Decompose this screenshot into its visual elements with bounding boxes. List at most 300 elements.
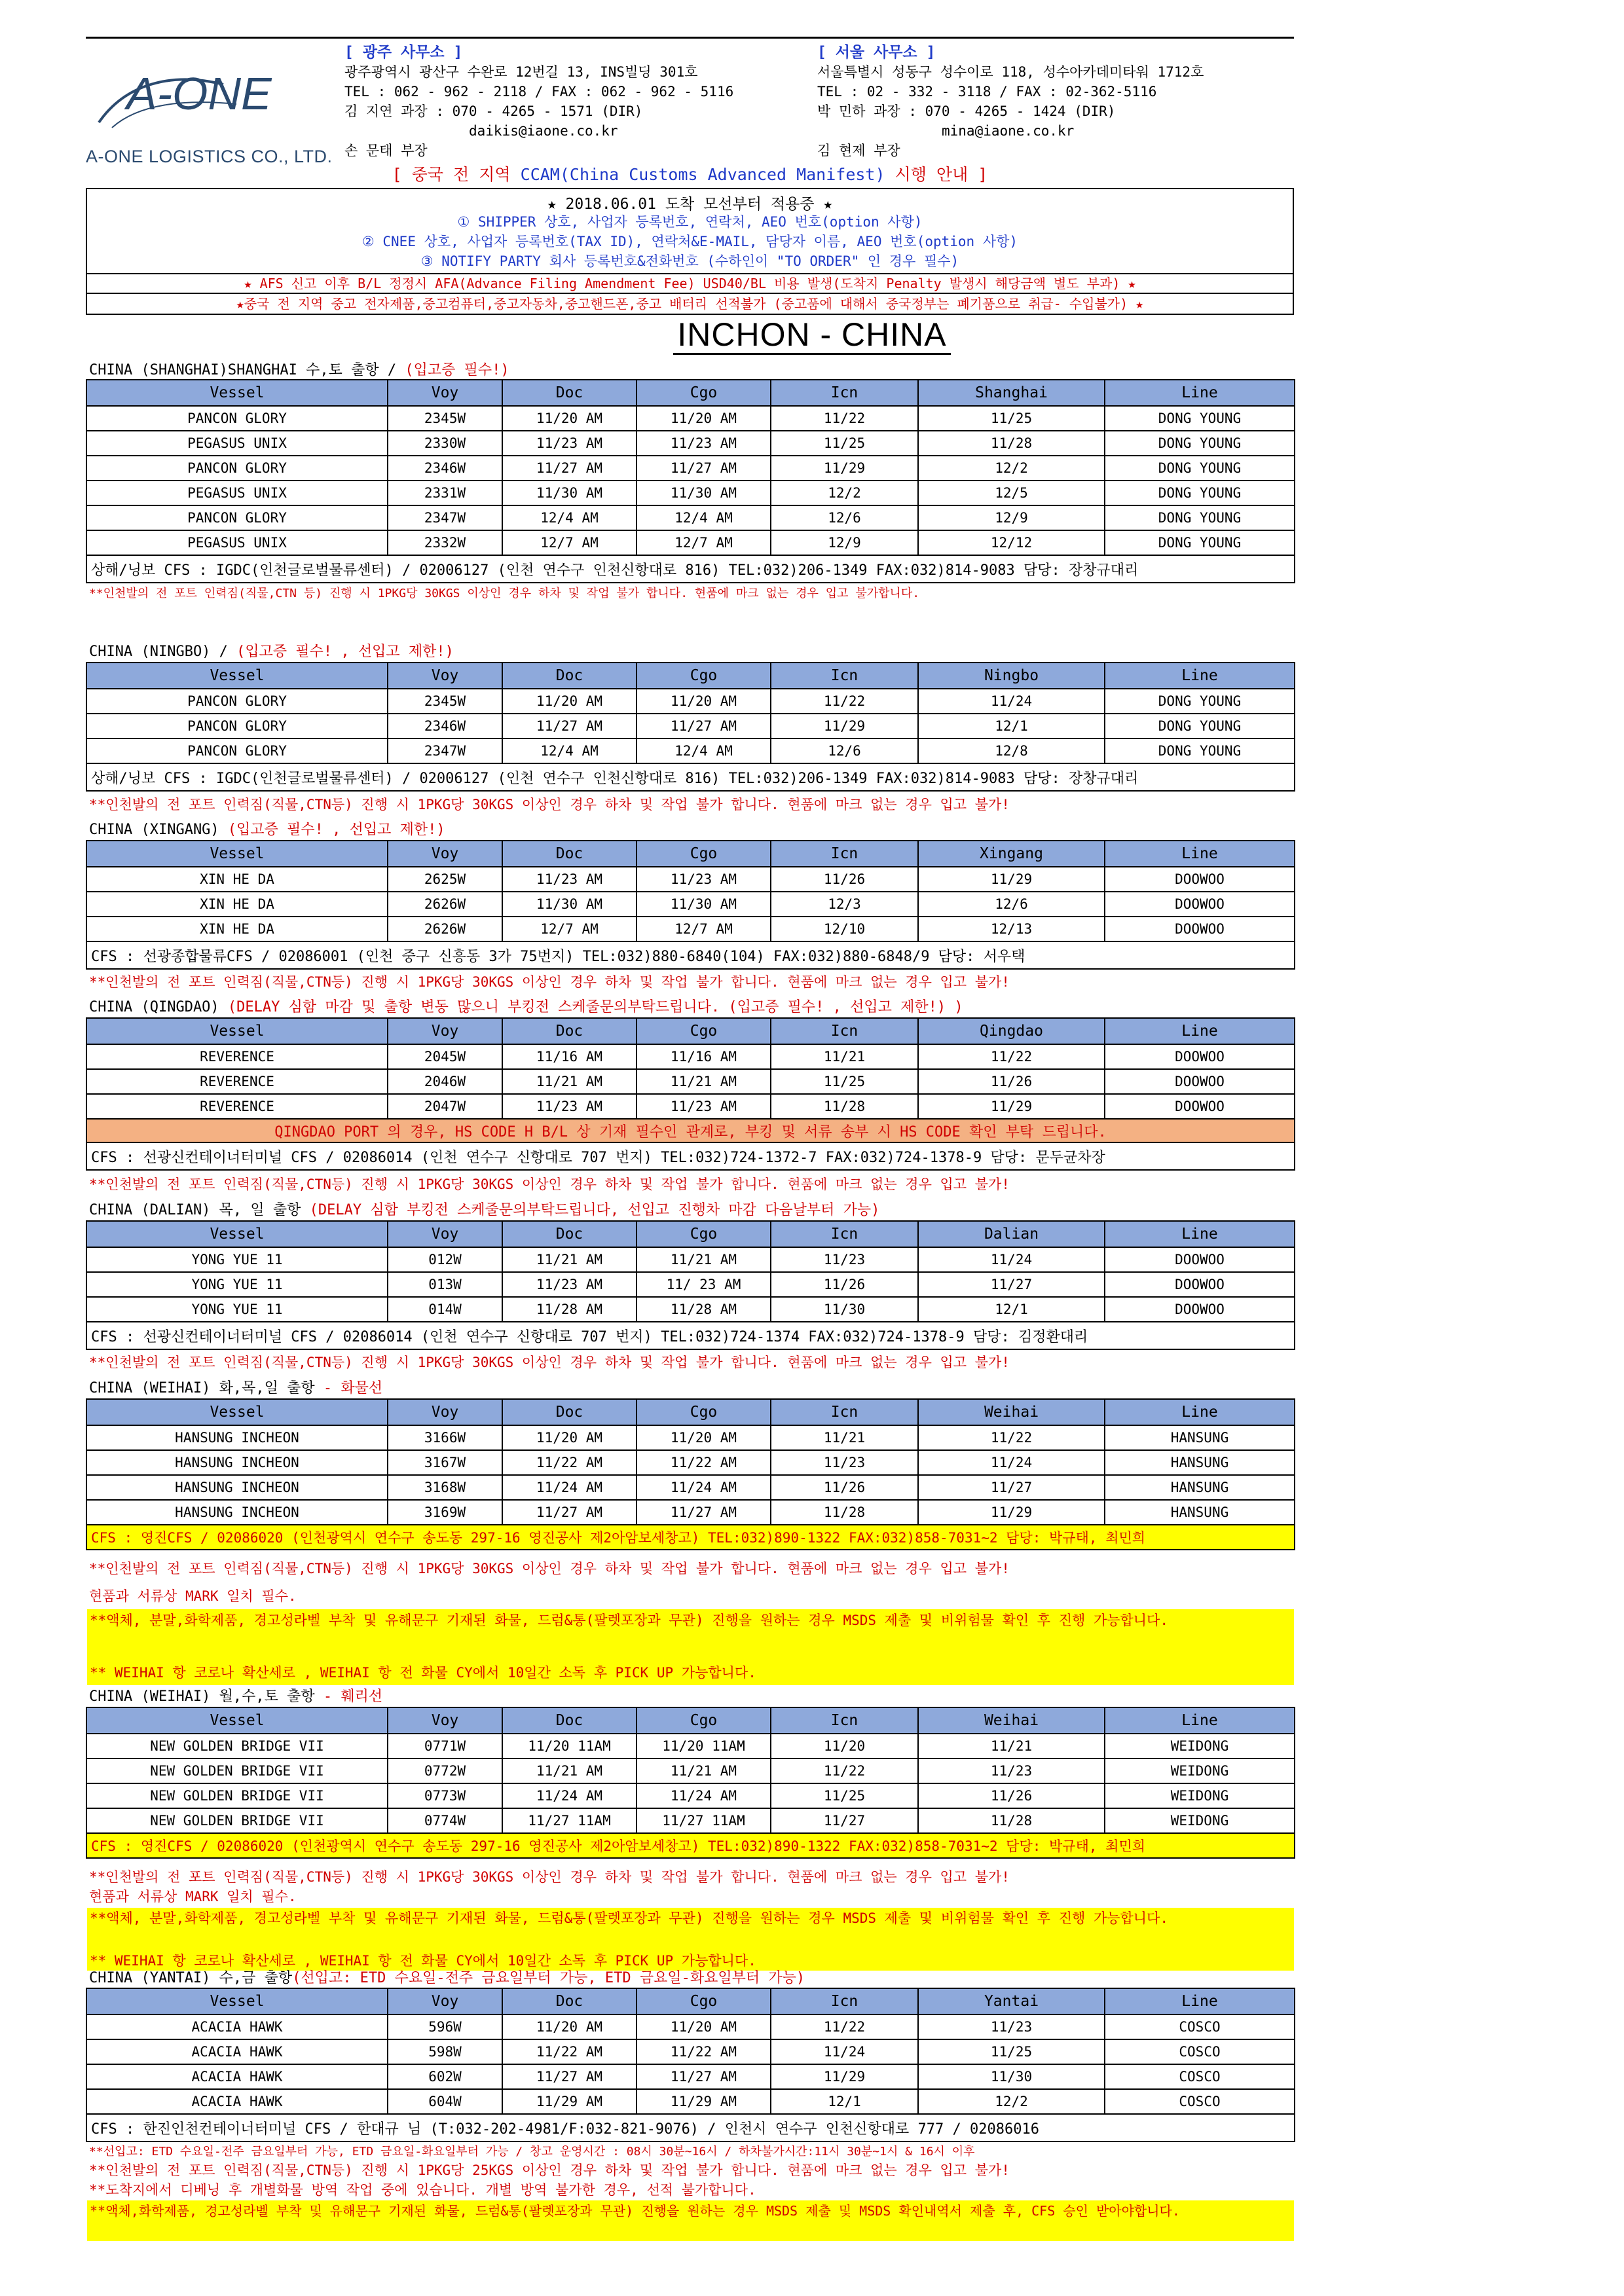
- cfs-row: [86, 1142, 1295, 1170]
- notice-title-suffix: 시행 안내 ]: [885, 165, 988, 184]
- table-row: [86, 867, 1295, 892]
- cell-line: DONG YOUNG: [1105, 714, 1295, 738]
- cell-cgo: 11/22 AM: [637, 1450, 771, 1475]
- cell-icn: 11/25: [771, 431, 918, 456]
- cell-cgo: 11/27 AM: [637, 2064, 771, 2089]
- cell-port: 12/5: [918, 481, 1105, 505]
- column-header-voy: Voy: [388, 663, 502, 689]
- column-header-vessel: Vessel: [86, 1707, 388, 1734]
- table-row: [86, 530, 1295, 555]
- cell-doc: 11/27 AM: [502, 456, 637, 481]
- section-label-text: CHINA (QINGDAO): [89, 999, 228, 1015]
- column-header-icn: Icn: [771, 1221, 918, 1247]
- hazmat-text: **액체, 분말,화학제품, 경고성라벨 부착 및 유해문구 기재된 화물, 드럼&통(팔렛포장과 무관) 진행을 원하는 경우 MSDS 제출 및 비위험물 확인 후 진행 가능합니다.: [90, 1910, 1169, 1926]
- cell-doc: 11/20 11AM: [502, 1734, 637, 1758]
- table-row: [86, 1069, 1295, 1094]
- cell-port: 12/6: [918, 892, 1105, 917]
- column-header-cgo: Cgo: [637, 1988, 771, 2014]
- company-logo: [86, 65, 335, 166]
- cell-cgo: 11/20 AM: [637, 2014, 771, 2039]
- cell-cgo: 11/23 AM: [637, 867, 771, 892]
- section-label-remark: - 훼리선: [323, 1688, 383, 1705]
- cell-line: HANSUNG: [1105, 1450, 1295, 1475]
- logo-text: A-ONE: [126, 68, 272, 119]
- office-chief: 김 현제 부장: [817, 143, 900, 158]
- column-header-doc: Doc: [502, 841, 637, 867]
- cell-vessel: NEW GOLDEN BRIDGE VII: [86, 1734, 388, 1758]
- column-header-line: Line: [1105, 380, 1295, 406]
- section-hazmat-notice: [87, 2200, 1294, 2241]
- cell-icn: 11/28: [771, 1094, 918, 1119]
- cell-icn: 12/6: [771, 738, 918, 763]
- section-note: **인천발의 전 포트 인력짐(직물,CTN등) 진행 시 1PKG당 25KGS 이상인 경우 하차 및 작업 불가 합니다. 현품에 마크 없는 경우 입고 불가!: [89, 2162, 1010, 2178]
- cell-voy: 3167W: [388, 1450, 502, 1475]
- cell-vessel: ACACIA HAWK: [86, 2039, 388, 2064]
- company-name: A-ONE LOGISTICS CO., LTD.: [86, 147, 333, 166]
- section-label-remark: (DELAY 심함 부킹전 스케줄문의부탁드립니다, 선입고 진행차 마감 다음날부터 가능): [309, 1202, 880, 1218]
- cell-voy: 2047W: [388, 1094, 502, 1119]
- cell-vessel: REVERENCE: [86, 1044, 388, 1069]
- column-header-port: Weihai: [918, 1707, 1105, 1734]
- column-header-vessel: Vessel: [86, 663, 388, 689]
- column-header-cgo: Cgo: [637, 380, 771, 406]
- cell-doc: 11/22 AM: [502, 1450, 637, 1475]
- cell-line: DOOWOO: [1105, 1297, 1295, 1322]
- section-label-text: CHINA (WEIHAI) 월,수,토 출항: [89, 1688, 323, 1705]
- column-header-icn: Icn: [771, 380, 918, 406]
- office-address: 서울특별시 성동구 성수이로 118, 성수아카데미타워 1712호: [817, 64, 1204, 80]
- cfs-info: CFS : 영진CFS / 02086020 (인천광역시 연수구 송도동 297-16 영진공사 제2아암보세창고) TEL:032)890-1322 FAX:032)858-7031~2 담당: 박규태, 최민희: [86, 1833, 1295, 1858]
- column-header-vessel: Vessel: [86, 1399, 388, 1425]
- column-header-port: Qingdao: [918, 1018, 1105, 1044]
- cell-icn: 11/21: [771, 1425, 918, 1450]
- section-note-warehouse: **선입고: ETD 수요일-전주 금요일부터 가능, ETD 금요일-화요일부터 가능 / 창고 운영시간 : 08시 30분~16시 / 하차불가시간:11시 30분~1시 & 16시 이후: [89, 2145, 975, 2159]
- cell-cgo: 11/30 AM: [637, 481, 771, 505]
- cell-icn: 11/23: [771, 1247, 918, 1272]
- section-label-remark: (입고증 필수! , 선입고 제한!): [227, 822, 445, 838]
- column-header-voy: Voy: [388, 380, 502, 406]
- cell-line: DOOWOO: [1105, 1069, 1295, 1094]
- table-row: [86, 917, 1295, 941]
- table-row: [86, 738, 1295, 763]
- cell-vessel: PANCON GLORY: [86, 406, 388, 431]
- cell-port: 11/22: [918, 1044, 1105, 1069]
- cell-port: 12/1: [918, 714, 1105, 738]
- cell-port: 11/28: [918, 1808, 1105, 1833]
- cell-voy: 2046W: [388, 1069, 502, 1094]
- office-email[interactable]: daikis@iaone.co.kr: [469, 123, 618, 139]
- cell-port: 11/23: [918, 2014, 1105, 2039]
- cfs-row: [86, 763, 1295, 791]
- table-row: [86, 1297, 1295, 1322]
- table-row: [86, 1500, 1295, 1525]
- cell-port: 12/8: [918, 738, 1105, 763]
- cell-voy: 602W: [388, 2064, 502, 2089]
- cell-voy: 2345W: [388, 406, 502, 431]
- cell-voy: 604W: [388, 2089, 502, 2114]
- cell-cgo: 11/24 AM: [637, 1783, 771, 1808]
- table-header-row: [86, 841, 1295, 867]
- column-header-line: Line: [1105, 1988, 1295, 2014]
- cell-doc: 11/30 AM: [502, 481, 637, 505]
- cell-icn: 11/20: [771, 1734, 918, 1758]
- cell-cgo: 11/ 23 AM: [637, 1272, 771, 1297]
- cell-icn: 11/22: [771, 406, 918, 431]
- cell-doc: 11/27 AM: [502, 1500, 637, 1525]
- notice-afs: ★ AFS 신고 이후 B/L 정정시 AFA(Advance Filing Amendment Fee) USD40/BL 비용 발생(도착지 Penalty 발생시 해당금액 별도 부과) ★: [87, 273, 1293, 293]
- section-label-text: CHINA (SHANGHAI)SHANGHAI 수,토 출항 /: [89, 362, 405, 378]
- cell-doc: 12/7 AM: [502, 917, 637, 941]
- cell-cgo: 11/22 AM: [637, 2039, 771, 2064]
- cell-vessel: NEW GOLDEN BRIDGE VII: [86, 1808, 388, 1833]
- cell-voy: 2332W: [388, 530, 502, 555]
- office-address: 광주광역시 광산구 수완로 12번길 13, INS빌딩 301호: [344, 64, 698, 80]
- cell-doc: 11/23 AM: [502, 431, 637, 456]
- hs-code-warning: QINGDAO PORT 의 경우, HS CODE H B/L 상 기재 필수인 관계로, 부킹 및 서류 송부 시 HS CODE 확인 부탁 드립니다.: [86, 1119, 1295, 1142]
- cell-icn: 12/1: [771, 2089, 918, 2114]
- column-header-port: Dalian: [918, 1221, 1105, 1247]
- cell-vessel: PANCON GLORY: [86, 738, 388, 763]
- cell-doc: 11/23 AM: [502, 1094, 637, 1119]
- cell-vessel: XIN HE DA: [86, 892, 388, 917]
- page-title: [0, 316, 1624, 354]
- cell-line: DOOWOO: [1105, 1044, 1295, 1069]
- table-row: [86, 406, 1295, 431]
- section-note: **인천발의 전 포트 인력짐(직물,CTN 등) 진행 시 1PKG당 30KGS 이상인 경우 하차 및 작업 불가 합니다. 현품에 마크 없는 경우 입고 불가합니다.: [89, 587, 920, 600]
- cell-vessel: YONG YUE 11: [86, 1272, 388, 1297]
- section-label-remark: (DELAY 심함 마감 및 출항 변동 많으니 부킹전 스케줄문의부탁드립니다. (입고증 필수! , 선입고 제한!) ): [227, 999, 963, 1015]
- section-label-text: CHINA (WEIHAI) 화,목,일 출항: [89, 1380, 323, 1396]
- section-note-mark: 현품과 서류상 MARK 일치 필수.: [89, 1889, 297, 1904]
- cfs-row: [86, 1322, 1295, 1349]
- cell-voy: 2625W: [388, 867, 502, 892]
- cell-voy: 2330W: [388, 431, 502, 456]
- cell-line: DONG YOUNG: [1105, 505, 1295, 530]
- cell-voy: 2347W: [388, 738, 502, 763]
- cell-vessel: HANSUNG INCHEON: [86, 1425, 388, 1450]
- cell-cgo: 11/27 AM: [637, 1500, 771, 1525]
- cell-cgo: 11/27 AM: [637, 714, 771, 738]
- cell-line: WEIDONG: [1105, 1808, 1295, 1833]
- section-note: **인천발의 전 포트 인력짐(직물,CTN등) 진행 시 1PKG당 30KGS 이상인 경우 하차 및 작업 불가 합니다. 현품에 마크 없는 경우 입고 불가!: [89, 1869, 1010, 1885]
- cfs-info: 상해/닝보 CFS : IGDC(인천글로벌물류센터) / 02006127 (인천 연수구 인천신항대로 816) TEL:032)206-1349 FAX:032)814-9083 담당: 장창규대리: [86, 763, 1295, 791]
- cell-cgo: 11/30 AM: [637, 892, 771, 917]
- section-note: **인천발의 전 포트 인력짐(직물,CTN등) 진행 시 1PKG당 30KGS 이상인 경우 하차 및 작업 불가 합니다. 현품에 마크 없는 경우 입고 불가!: [89, 797, 1010, 812]
- column-header-doc: Doc: [502, 1221, 637, 1247]
- cell-voy: 598W: [388, 2039, 502, 2064]
- cfs-row: [86, 941, 1295, 969]
- cell-port: 11/29: [918, 867, 1105, 892]
- cell-line: COSCO: [1105, 2064, 1295, 2089]
- column-header-vessel: Vessel: [86, 1018, 388, 1044]
- cell-cgo: 11/23 AM: [637, 431, 771, 456]
- office-tel-fax: TEL : 062 - 962 - 2118 / FAX : 062 - 962 - 5116: [344, 84, 734, 100]
- notice-title-prefix: [ 중국 전 지역: [392, 165, 521, 184]
- column-header-voy: Voy: [388, 1988, 502, 2014]
- cell-line: DONG YOUNG: [1105, 481, 1295, 505]
- cell-port: 11/25: [918, 2039, 1105, 2064]
- column-header-icn: Icn: [771, 1399, 918, 1425]
- cell-vessel: NEW GOLDEN BRIDGE VII: [86, 1758, 388, 1783]
- notice-used-goods: ★중국 전 지역 중고 전자제품,중고컴퓨터,중고자동차,중고핸드폰,중고 배터리 선적불가 (중고품에 대해서 중국정부는 폐기품으로 취급- 수입불가) ★: [87, 293, 1293, 314]
- cell-voy: 2346W: [388, 714, 502, 738]
- cell-doc: 11/30 AM: [502, 892, 637, 917]
- cell-doc: 11/21 AM: [502, 1069, 637, 1094]
- office-email[interactable]: mina@iaone.co.kr: [942, 123, 1075, 139]
- section-note: **인천발의 전 포트 인력짐(직물,CTN등) 진행 시 1PKG당 30KGS 이상인 경우 하차 및 작업 불가 합니다. 현품에 마크 없는 경우 입고 불가!: [89, 974, 1010, 990]
- column-header-line: Line: [1105, 663, 1295, 689]
- column-header-line: Line: [1105, 1018, 1295, 1044]
- cell-vessel: HANSUNG INCHEON: [86, 1500, 388, 1525]
- cell-doc: 11/29 AM: [502, 2089, 637, 2114]
- schedule-table-xingang: [86, 840, 1295, 970]
- cell-cgo: 11/21 AM: [637, 1247, 771, 1272]
- cell-port: 12/1: [918, 1297, 1105, 1322]
- cell-voy: 014W: [388, 1297, 502, 1322]
- table-header-row: [86, 380, 1295, 406]
- column-header-cgo: Cgo: [637, 841, 771, 867]
- covid-text: ** WEIHAI 항 코로나 확산세로 , WEIHAI 항 전 화물 CY에서 10일간 소독 후 PICK UP 가능합니다.: [90, 1665, 756, 1681]
- column-header-doc: Doc: [502, 1399, 637, 1425]
- cell-vessel: PANCON GLORY: [86, 689, 388, 714]
- cfs-info: CFS : 선광신컨테이너터미널 CFS / 02086014 (인천 연수구 신항대로 707 번지) TEL:032)724-1372-7 FAX:032)724-1378-9 담당: 문두균차장: [86, 1142, 1295, 1170]
- cell-port: 11/27: [918, 1272, 1105, 1297]
- column-header-cgo: Cgo: [637, 1399, 771, 1425]
- cell-port: 11/27: [918, 1475, 1105, 1500]
- cell-vessel: ACACIA HAWK: [86, 2014, 388, 2039]
- cell-port: 12/2: [918, 2089, 1105, 2114]
- column-header-doc: Doc: [502, 663, 637, 689]
- cell-vessel: XIN HE DA: [86, 917, 388, 941]
- table-row: [86, 1450, 1295, 1475]
- notice-effective: ★ 2018.06.01 도착 모선부터 적용중 ★: [547, 196, 833, 213]
- cell-voy: 3166W: [388, 1425, 502, 1450]
- column-header-doc: Doc: [502, 1018, 637, 1044]
- cell-vessel: PEGASUS UNIX: [86, 530, 388, 555]
- cell-icn: 11/28: [771, 1500, 918, 1525]
- cell-vessel: PANCON GLORY: [86, 505, 388, 530]
- cell-voy: 013W: [388, 1272, 502, 1297]
- cell-vessel: NEW GOLDEN BRIDGE VII: [86, 1783, 388, 1808]
- column-header-voy: Voy: [388, 1018, 502, 1044]
- notice-item-notify: ③ NOTIFY PARTY 회사 등록번호&전화번호 (수하인이 "TO ORDER" 인 경우 필수): [420, 253, 959, 269]
- schedule-table-qingdao: [86, 1017, 1295, 1171]
- cell-port: 11/28: [918, 431, 1105, 456]
- column-header-cgo: Cgo: [637, 1018, 771, 1044]
- cfs-row: [86, 2114, 1295, 2141]
- section-label-xingang: [89, 821, 445, 839]
- cell-voy: 0771W: [388, 1734, 502, 1758]
- seoul-office: [817, 43, 1302, 160]
- cell-port: 12/13: [918, 917, 1105, 941]
- cell-line: DONG YOUNG: [1105, 530, 1295, 555]
- section-label-text: CHINA (XINGANG): [89, 822, 228, 838]
- cell-icn: 11/26: [771, 1475, 918, 1500]
- cell-icn: 11/22: [771, 1758, 918, 1783]
- table-row: [86, 2089, 1295, 2114]
- table-row: [86, 1808, 1295, 1833]
- cell-line: HANSUNG: [1105, 1475, 1295, 1500]
- cell-port: 11/23: [918, 1758, 1105, 1783]
- cell-voy: 2626W: [388, 892, 502, 917]
- table-row: [86, 1247, 1295, 1272]
- cfs-info: 상해/닝보 CFS : IGDC(인천글로벌물류센터) / 02006127 (인천 연수구 인천신항대로 816) TEL:032)206-1349 FAX:032)814-9083 담당: 장창규대리: [86, 555, 1295, 583]
- cell-port: 11/22: [918, 1425, 1105, 1450]
- column-header-icn: Icn: [771, 841, 918, 867]
- table-row: [86, 1094, 1295, 1119]
- section-label-ningbo: [89, 643, 454, 661]
- column-header-port: Weihai: [918, 1399, 1105, 1425]
- column-header-doc: Doc: [502, 1988, 637, 2014]
- section-label-remark: - 화물선: [323, 1380, 383, 1396]
- office-chief: 손 문태 부장: [344, 143, 428, 158]
- column-header-voy: Voy: [388, 1707, 502, 1734]
- cell-port: 11/26: [918, 1069, 1105, 1094]
- cell-vessel: HANSUNG INCHEON: [86, 1475, 388, 1500]
- section-note: **인천발의 전 포트 인력짐(직물,CTN등) 진행 시 1PKG당 30KGS 이상인 경우 하차 및 작업 불가 합니다. 현품에 마크 없는 경우 입고 불가!: [89, 1176, 1010, 1192]
- cell-voy: 2347W: [388, 505, 502, 530]
- column-header-line: Line: [1105, 1707, 1295, 1734]
- cell-doc: 12/4 AM: [502, 505, 637, 530]
- table-row: [86, 456, 1295, 481]
- cell-line: DOOWOO: [1105, 1094, 1295, 1119]
- cell-icn: 11/25: [771, 1069, 918, 1094]
- cell-doc: 11/27 AM: [502, 2064, 637, 2089]
- schedule-table-weihai-ferry: [86, 1707, 1295, 1859]
- cell-icn: 11/26: [771, 1272, 918, 1297]
- column-header-doc: Doc: [502, 1707, 637, 1734]
- table-header-row: [86, 1221, 1295, 1247]
- column-header-line: Line: [1105, 1399, 1295, 1425]
- cell-port: 11/26: [918, 1783, 1105, 1808]
- table-row: [86, 1475, 1295, 1500]
- notice-title-ccam: CCAM(China Customs Advanced Manifest): [520, 165, 885, 184]
- section-note: **인천발의 전 포트 인력짐(직물,CTN등) 진행 시 1PKG당 30KGS 이상인 경우 하차 및 작업 불가 합니다. 현품에 마크 없는 경우 입고 불가!: [89, 1561, 1010, 1576]
- table-row: [86, 1734, 1295, 1758]
- cell-cgo: 12/4 AM: [637, 505, 771, 530]
- cell-vessel: PEGASUS UNIX: [86, 431, 388, 456]
- column-header-line: Line: [1105, 841, 1295, 867]
- cell-port: 11/21: [918, 1734, 1105, 1758]
- schedule-table-ningbo: [86, 662, 1295, 792]
- cell-port: 11/24: [918, 689, 1105, 714]
- cell-line: DOOWOO: [1105, 917, 1295, 941]
- cell-cgo: 11/16 AM: [637, 1044, 771, 1069]
- cell-line: COSCO: [1105, 2014, 1295, 2039]
- column-header-icn: Icn: [771, 663, 918, 689]
- cfs-row: [86, 1833, 1295, 1858]
- cell-icn: 11/29: [771, 714, 918, 738]
- cell-icn: 11/24: [771, 2039, 918, 2064]
- schedule-table-shanghai: [86, 379, 1295, 583]
- section-note: **인천발의 전 포트 인력짐(직물,CTN등) 진행 시 1PKG당 30KGS 이상인 경우 하차 및 작업 불가 합니다. 현품에 마크 없는 경우 입고 불가!: [89, 1355, 1010, 1370]
- table-row: [86, 1425, 1295, 1450]
- table-row: [86, 1272, 1295, 1297]
- cell-line: DONG YOUNG: [1105, 738, 1295, 763]
- section-label-dalian: [89, 1201, 879, 1220]
- column-header-cgo: Cgo: [637, 1221, 771, 1247]
- page-title-text: INCHON - CHINA: [673, 316, 950, 355]
- column-header-port: Yantai: [918, 1988, 1105, 2014]
- cell-cgo: 11/21 AM: [637, 1069, 771, 1094]
- cell-doc: 11/21 AM: [502, 1247, 637, 1272]
- column-header-vessel: Vessel: [86, 380, 388, 406]
- cell-doc: 11/21 AM: [502, 1758, 637, 1783]
- notice-item-shipper: ① SHIPPER 상호, 사업자 등록번호, 연락처, AEO 번호(option 사항): [457, 214, 923, 230]
- warning-row: [86, 1119, 1295, 1142]
- section-label-text: CHINA (NINGBO) /: [89, 644, 237, 660]
- table-row: [86, 1044, 1295, 1069]
- table-row: [86, 2039, 1295, 2064]
- cell-icn: 11/26: [771, 867, 918, 892]
- schedule-table-dalian: [86, 1220, 1295, 1350]
- cell-cgo: 11/21 AM: [637, 1758, 771, 1783]
- cell-cgo: 11/20 AM: [637, 406, 771, 431]
- cfs-row: [86, 1525, 1295, 1550]
- cell-cgo: 11/27 11AM: [637, 1808, 771, 1833]
- column-header-vessel: Vessel: [86, 1988, 388, 2014]
- section-label-weihai-ferry: [89, 1688, 382, 1706]
- column-header-doc: Doc: [502, 380, 637, 406]
- cell-voy: 3169W: [388, 1500, 502, 1525]
- cell-icn: 12/6: [771, 505, 918, 530]
- cell-icn: 12/3: [771, 892, 918, 917]
- cell-port: 11/29: [918, 1500, 1105, 1525]
- cell-cgo: 11/20 AM: [637, 689, 771, 714]
- gwangju-office: [344, 43, 829, 160]
- cfs-info: CFS : 선광신컨테이너터미널 CFS / 02086014 (인천 연수구 신항대로 707 번지) TEL:032)724-1374 FAX:032)724-1378-9 담당: 김정환대리: [86, 1322, 1295, 1349]
- column-header-icn: Icn: [771, 1988, 918, 2014]
- section-label-yantai: [89, 1969, 805, 1988]
- column-header-cgo: Cgo: [637, 1707, 771, 1734]
- office-title: [ 광주 사무소 ]: [344, 44, 463, 61]
- cell-port: 11/29: [918, 1094, 1105, 1119]
- cell-doc: 11/20 AM: [502, 406, 637, 431]
- cell-voy: 2045W: [388, 1044, 502, 1069]
- column-header-cgo: Cgo: [637, 663, 771, 689]
- section-label-text: CHINA (DALIAN) 목, 일 출항: [89, 1202, 310, 1218]
- cell-vessel: PEGASUS UNIX: [86, 481, 388, 505]
- cfs-info: CFS : 선광종합물류CFS / 02086001 (인천 중구 신흥동 3가 75번지) TEL:032)880-6840(104) FAX:032)880-6848/9 담당: 서우택: [86, 941, 1295, 969]
- section-label-remark: (선입고: ETD 수요일-전주 금요일부터 가능, ETD 금요일-화요일부터 가능): [292, 1970, 805, 1986]
- cell-doc: 11/27 AM: [502, 714, 637, 738]
- ccam-notice-title: [86, 162, 1294, 185]
- cell-vessel: PANCON GLORY: [86, 456, 388, 481]
- cell-vessel: ACACIA HAWK: [86, 2089, 388, 2114]
- cell-port: 12/12: [918, 530, 1105, 555]
- cell-doc: 11/23 AM: [502, 1272, 637, 1297]
- cell-port: 12/2: [918, 456, 1105, 481]
- column-header-port: Shanghai: [918, 380, 1105, 406]
- cell-cgo: 11/23 AM: [637, 1094, 771, 1119]
- office-title: [ 서울 사무소 ]: [817, 44, 936, 61]
- table-row: [86, 481, 1295, 505]
- section-label-weihai-cargo: [89, 1379, 382, 1398]
- cell-port: 11/25: [918, 406, 1105, 431]
- cell-voy: 012W: [388, 1247, 502, 1272]
- cell-vessel: REVERENCE: [86, 1069, 388, 1094]
- cell-doc: 11/23 AM: [502, 867, 637, 892]
- section-covid-notice: [87, 1662, 1294, 1685]
- cell-icn: 12/9: [771, 530, 918, 555]
- section-note-quarantine: **도착지에서 디베닝 후 개별화물 방역 작업 중에 있습니다. 개별 방역 불가한 경우, 선적 불가합니다.: [89, 2182, 756, 2198]
- cell-port: 12/9: [918, 505, 1105, 530]
- cell-cgo: 12/4 AM: [637, 738, 771, 763]
- column-header-vessel: Vessel: [86, 841, 388, 867]
- cell-doc: 11/20 AM: [502, 1425, 637, 1450]
- cell-voy: 0772W: [388, 1758, 502, 1783]
- cell-line: DONG YOUNG: [1105, 431, 1295, 456]
